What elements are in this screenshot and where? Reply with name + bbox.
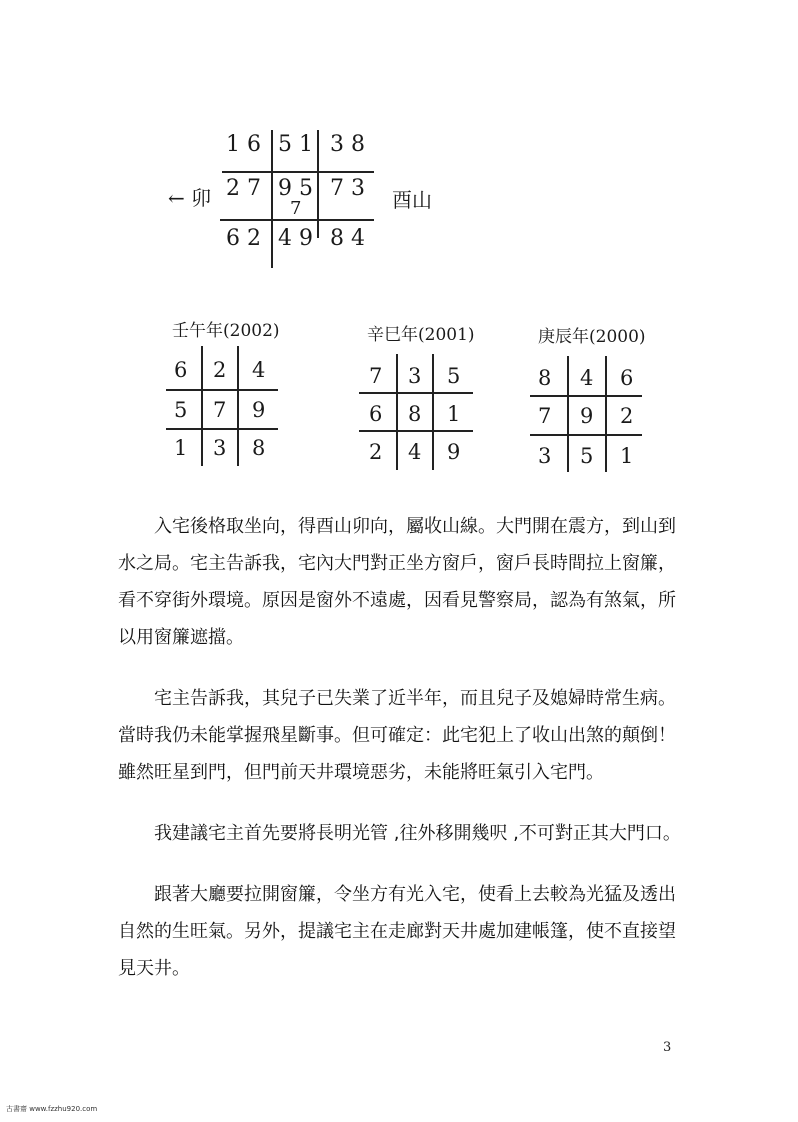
paragraph: 入宅後格取坐向，得酉山卯向，屬收山線。大門開在震方，到山到水之局。宅主告訴我，宅內大門對正坐方窗戶，窗戶長時間拉上窗簾，看不穿街外環境。原因是窗外不遠處，因看見警察局，認為有煞氣，所以用窗簾遮擋。 [118,516,676,648]
main-cell: 9 5 [278,176,313,201]
year-chart-title: 壬午年(2002) [172,321,280,341]
paragraph-gap [118,852,683,876]
year-cell: 9 [447,440,461,464]
paragraph: 宅主告訴我，其兒子已失業了近半年，而且兒子及媳婦時常生病。當時我仍未能掌握飛星斷事。但可確定：此宅犯上了收山出煞的顛倒！雖然旺星到門，但門前天井環境惡劣，未能將旺氣引入宅門。 [118,688,676,783]
year-cell: 9 [252,398,266,422]
year-cell: 6 [369,402,383,426]
year-cell: 7 [369,364,383,388]
year-cell: 4 [252,358,266,382]
main-cell: 6 2 [226,226,261,251]
main-cell: 4 9 [278,226,313,251]
year-cell: 8 [252,436,266,460]
body-text [118,508,683,987]
year-cell: 2 [620,404,634,428]
year-chart-2001 [355,320,485,480]
year-cell: 6 [620,366,634,390]
year-chart-2002 [160,316,290,476]
year-cell: 4 [580,366,594,390]
main-cell: 2 7 [226,176,261,201]
main-cell: 1 6 [226,132,261,157]
left-direction-label: ← 卯 [168,186,212,210]
main-cell: 7 3 [330,176,365,201]
year-cell: 4 [408,440,422,464]
year-cell: 9 [580,404,594,428]
paragraph: 跟著大廳要拉開窗簾，令坐方有光入宅，使看上去較為光猛及透出自然的生旺氣。另外，提議宅主在走廊對天井處加建帳篷，使不直接望見天井。 [118,884,676,979]
year-cell: 5 [580,444,594,468]
year-cell: 7 [213,398,227,422]
paragraph-gap [118,791,683,815]
year-cell: 2 [369,440,383,464]
right-direction-label: 酉山 [392,188,432,212]
year-cell: 6 [174,358,188,382]
year-chart-title: 庚辰年(2000) [538,327,646,347]
main-cell: 5 1 [278,132,313,157]
year-cell: 1 [174,436,188,460]
year-cell: 7 [538,404,552,428]
year-cell: 5 [447,364,461,388]
paragraph: 我建議宅主首先要將長明光管 ,往外移開幾呎 ,不可對正其大門口。 [154,823,681,844]
year-cell: 1 [447,402,461,426]
page-number: 3 [663,1040,672,1055]
year-chart-title: 辛巳年(2001) [367,325,475,345]
year-cell: 8 [408,402,422,426]
year-cell: 3 [538,444,552,468]
year-cell: 1 [620,444,634,468]
main-cell: 3 8 [330,132,365,157]
year-cell: 5 [174,398,188,422]
main-center-extra: 7 [290,198,302,219]
main-cell: 8 4 [330,226,365,251]
footer-watermark: 古書齋 www.fzzhu920.com [6,1105,98,1113]
year-cell: 3 [408,364,422,388]
main-chart-grid [0,0,798,300]
year-cell: 3 [213,436,227,460]
year-cell: 8 [538,366,552,390]
year-chart-2000 [526,322,661,482]
main-flying-star-chart [0,0,798,300]
year-cell: 2 [213,358,227,382]
paragraph-gap [118,656,683,680]
